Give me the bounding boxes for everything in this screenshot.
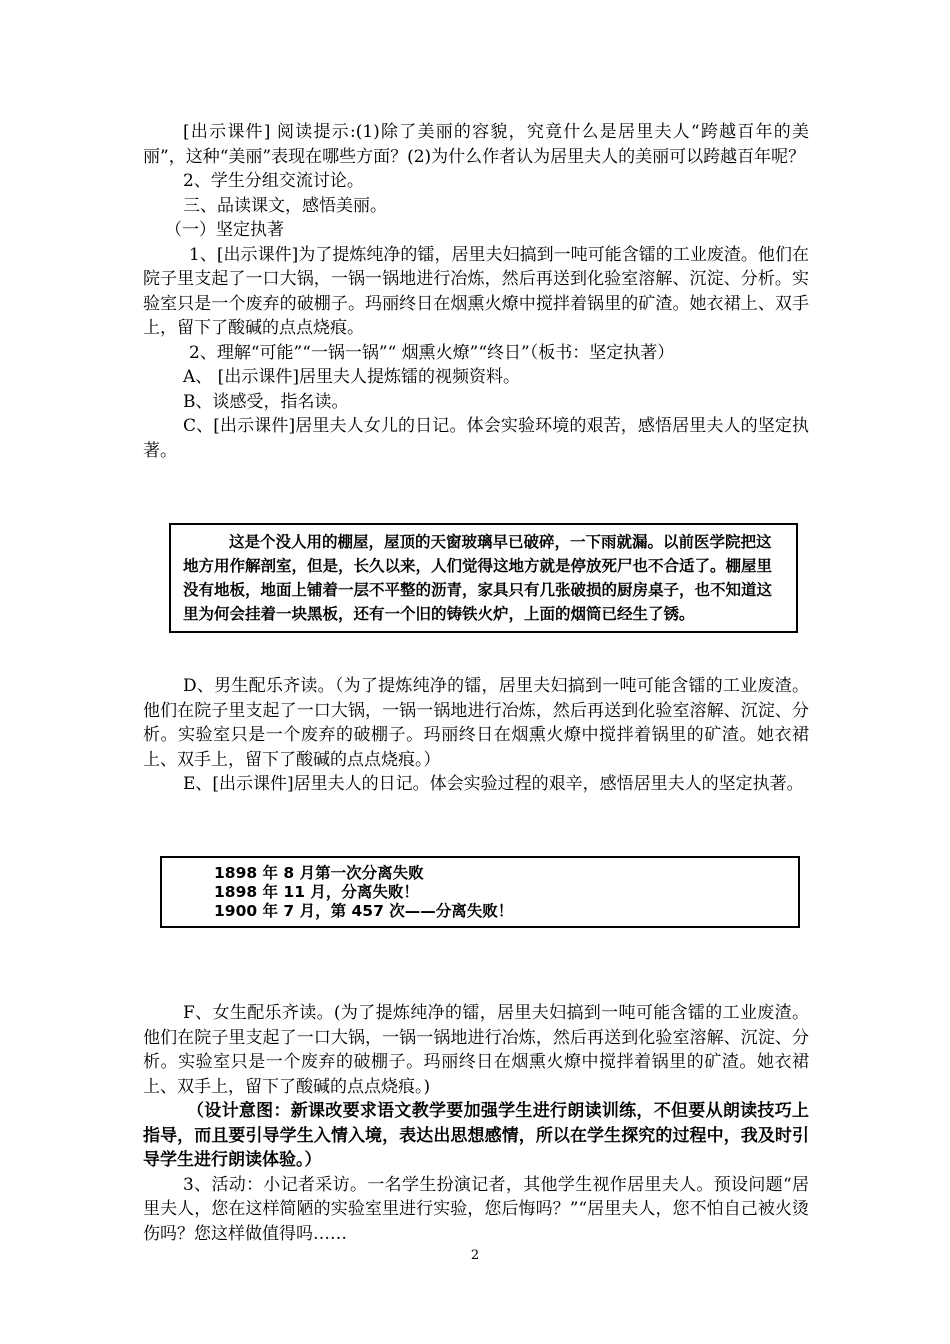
paragraph-understand-words: 2、理解“可能”“一锅一锅”“ 烟熏火燎”“终日”（板书：坚定执著）: [189, 342, 675, 363]
page-number: 2: [470, 1248, 480, 1263]
quote-box-diary-daughter: [169, 523, 798, 633]
paragraph-step-d: D、男生配乐齐读。（为了提炼纯净的镭，居里夫妇搞到一吨可能含镭的工业废渣。他们在院子里支起了一口大锅，一锅一锅地进行冶炼，然后再送到化验室溶解、沉淀、分析。实验室只是一个废弃的破棚子。玛丽终日在烟熏火燎中搅拌着锅里的矿渣。她衣裙上、双手上，留下了酸碱的点点烧痕。）: [143, 676, 809, 770]
paragraph-step-a: A、 [出示课件]居里夫人提炼镭的视频资料。: [183, 367, 520, 387]
section-reading-hints: [143, 120, 809, 463]
heading-section-three: 三、品读课文，感悟美丽。: [183, 195, 387, 216]
paragraph-activity-interview: 3、活动：小记者采访。一名学生扮演记者，其他学生视作居里夫人。预设问题“居里夫人，您在这样简陋的实验室里进行实验，您后悔吗？”“居里夫人，您不怕自己被火烫伤吗？您这样做值得吗……: [143, 1174, 809, 1244]
paragraph-step-c: C、[出示课件]居里夫人女儿的日记。体会实验环境的艰苦，感悟居里夫人的坚定执著。: [143, 416, 809, 461]
paragraph-step-f: F、女生配乐齐读。(为了提炼纯净的镭，居里夫妇搞到一吨可能含镭的工业废渣。他们在院子里支起了一口大锅，一锅一锅地进行冶炼，然后再送到化验室溶解、沉淀、分析。实验室只是一个废弃的破棚子。玛丽终日在烟熏火燎中搅拌着锅里的矿渣。她衣裙上、双手上，留下了酸碱的点点烧痕。): [143, 1003, 809, 1097]
diary-line-3: 1900 年 7 月，第 457 次——分离失败！: [214, 902, 514, 920]
paragraph-step-e: E、[出示课件]居里夫人的日记。体会实验过程的艰辛，感悟居里夫人的坚定执著。: [183, 774, 804, 794]
quote-box-diary-curie: [160, 856, 800, 928]
paragraph-group-discussion: 2、学生分组交流讨论。: [183, 171, 364, 191]
section-readings-f: [143, 1001, 809, 1246]
paragraph-reading-prompt: [出示课件] 阅读提示:(1)除了美丽的容貌，究竟什么是居里夫人“跨越百年的美丽”，这种“美丽”表现在哪些方面？(2)为什么作者认为居里夫人的美丽可以跨越百年呢？: [143, 122, 809, 167]
section-readings-d-e: [143, 674, 809, 797]
quote-text-shed: 这是个没人用的棚屋，屋顶的天窗玻璃早已破碎，一下雨就漏。以前医学院把这地方用作解剖室，但是，长久以来，人们觉得这地方就是停放死尸也不合适了。棚屋里没有地板，地面上铺着一层不平整的沥青，家具只有几张破损的厨房桌子，也不知道这里为何会挂着一块黑板，还有一个旧的铸铁火炉，上面的烟筒已经生了锈。: [183, 533, 773, 623]
paragraph-courseware-1: 1、[出示课件]为了提炼纯净的镭，居里夫妇搞到一吨可能含镭的工业废渣。他们在院子里支起了一口大锅，一锅一锅地进行冶炼，然后再送到化验室溶解、沉淀、分析。实验室只是一个废弃的破棚子。玛丽终日在烟熏火燎中搅拌着锅里的矿渣。她衣裙上、双手上，留下了酸碱的点点烧痕。: [143, 244, 809, 338]
paragraph-step-b: B、谈感受，指名读。: [183, 391, 349, 412]
heading-subsection-one: （一）坚定执著: [165, 220, 284, 240]
paragraph-design-intent: （设计意图：新课改要求语文教学要加强学生进行朗读训练，不但要从朗读技巧上指导，而且要引导学生入情入境，表达出思想感情，所以在学生探究的过程中，我及时引导学生进行朗读体验。）: [143, 1101, 809, 1170]
diary-line-2: 1898 年 11 月，分离失败！: [214, 883, 419, 901]
diary-line-1: 1898 年 8 月第一次分离失败: [214, 864, 424, 882]
